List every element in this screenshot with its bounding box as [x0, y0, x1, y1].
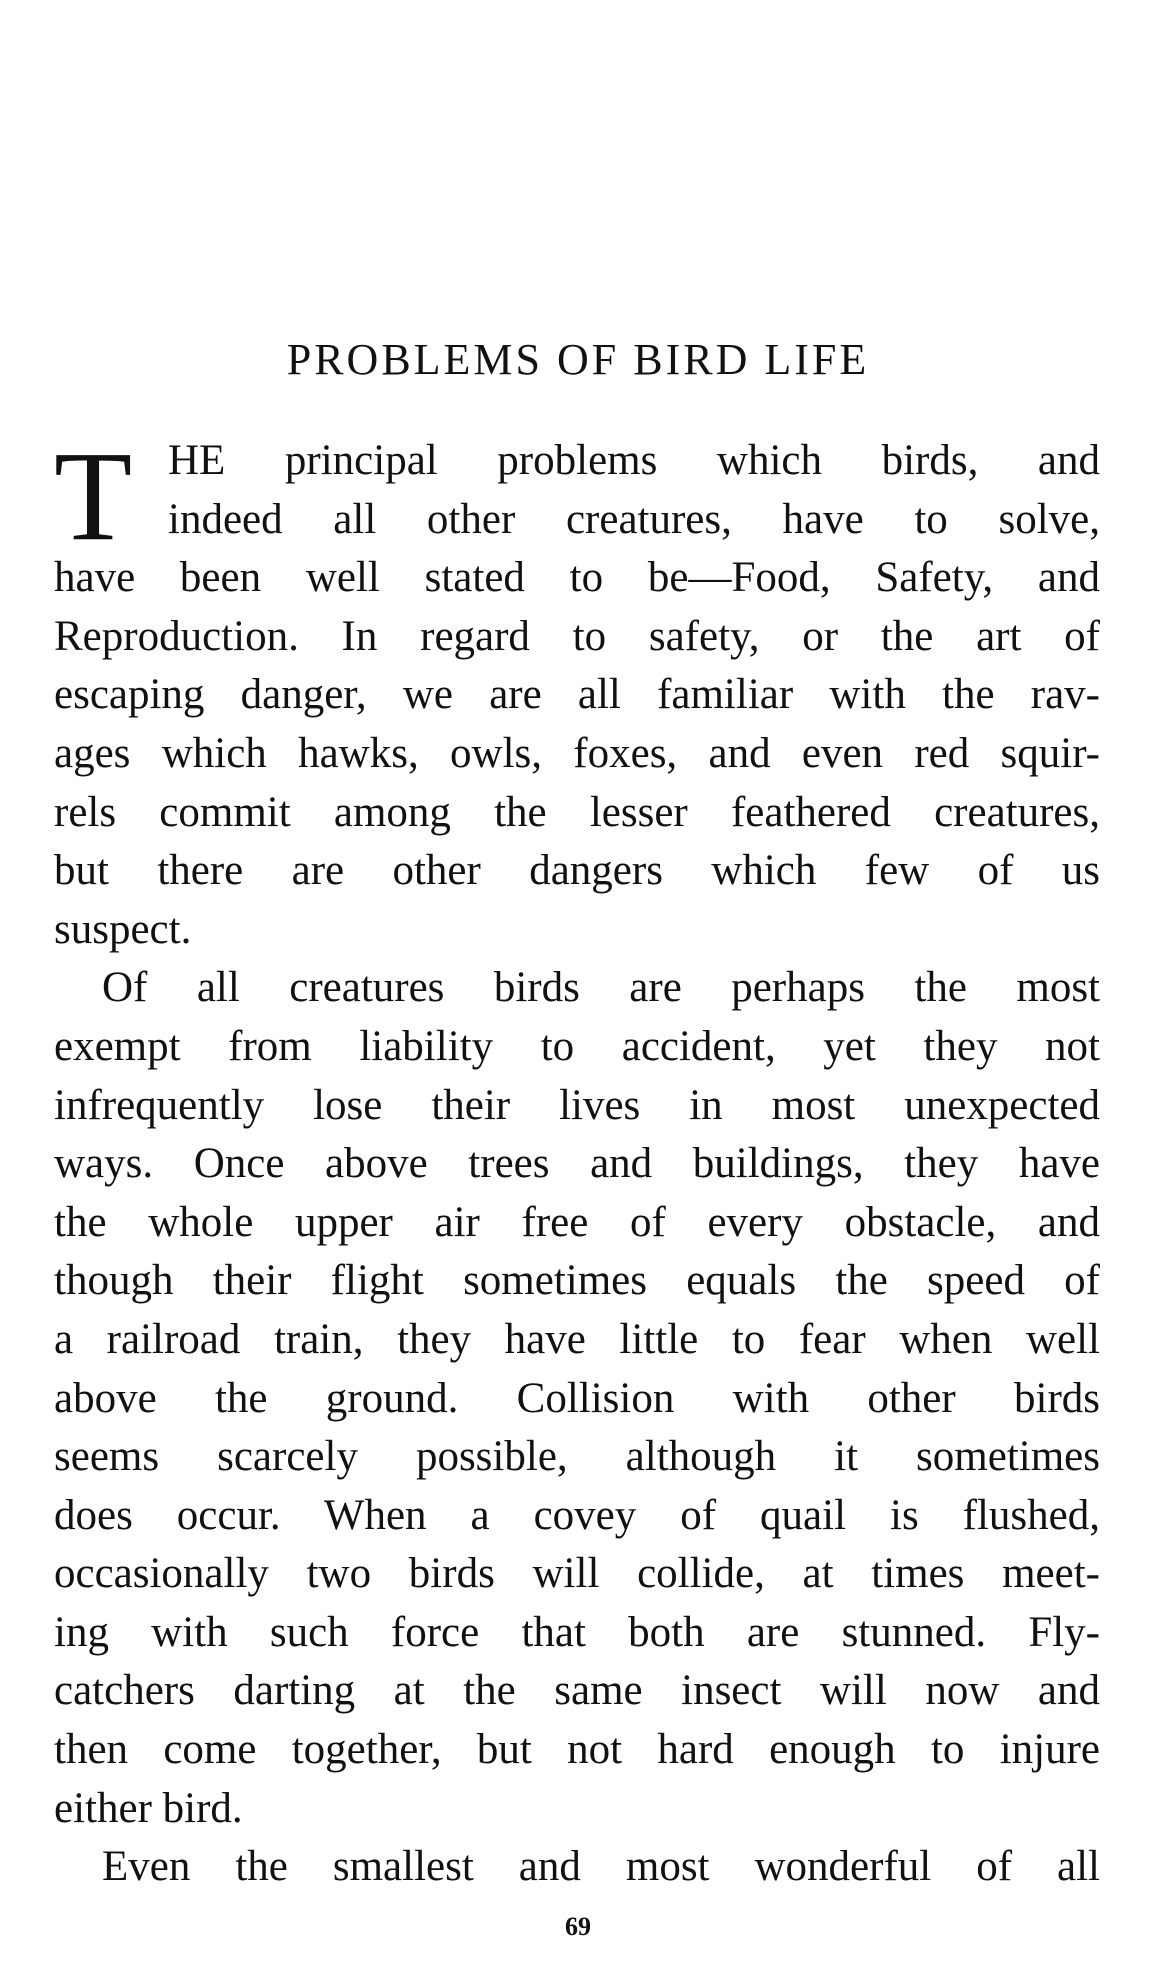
text-line: a railroad train, they have little to fear when well — [54, 1315, 1100, 1363]
text-line: catchers darting at the same insect will now and — [54, 1667, 1100, 1715]
text-line: Reproduction. In regard to safety, or the art of — [54, 612, 1100, 660]
text-line: either bird. — [54, 1784, 243, 1832]
text-line: then come together, but not hard enough to injure — [54, 1726, 1100, 1774]
text-line: seems scarcely possible, although it sometimes — [54, 1433, 1100, 1481]
text-line: Even the smallest and most wonderful of all — [102, 1843, 1100, 1891]
drop-cap: T — [54, 425, 133, 567]
body-text — [54, 425, 1100, 1897]
text-line: occasionally two birds will collide, at times meet- — [54, 1550, 1100, 1598]
chapter-title: PROBLEMS OF BIRD LIFE — [286, 335, 870, 384]
text-line: though their flight sometimes equals the speed of — [54, 1257, 1100, 1305]
text-line: indeed all other creatures, have to solve, — [168, 495, 1100, 543]
text-line: escaping danger, we are all familiar with the rav- — [54, 671, 1100, 719]
text-line: Of all creatures birds are perhaps the most — [102, 964, 1100, 1012]
text-line: suspect. — [54, 905, 192, 953]
text-line: but there are other dangers which few of us — [54, 847, 1100, 895]
page-number: 69 — [565, 1912, 591, 1941]
text-line: HE principal problems which birds, and — [168, 437, 1100, 484]
text-line: rels commit among the lesser feathered creatures, — [54, 788, 1100, 836]
text-line: exempt from liability to accident, yet they not — [54, 1022, 1100, 1070]
text-line: ing with such force that both are stunned. Fly- — [54, 1608, 1100, 1656]
text-line: the whole upper air free of every obstacle, and — [54, 1198, 1100, 1246]
text-line: infrequently lose their lives in most unexpected — [54, 1081, 1100, 1129]
text-line: does occur. When a covey of quail is flushed, — [54, 1491, 1100, 1539]
text-line: ways. Once above trees and buildings, they have — [54, 1140, 1100, 1188]
text-line: above the ground. Collision with other birds — [54, 1374, 1100, 1422]
text-line: ages which hawks, owls, foxes, and even red squir- — [54, 729, 1100, 777]
text-line: have been well stated to be—Food, Safety, and — [54, 554, 1100, 602]
